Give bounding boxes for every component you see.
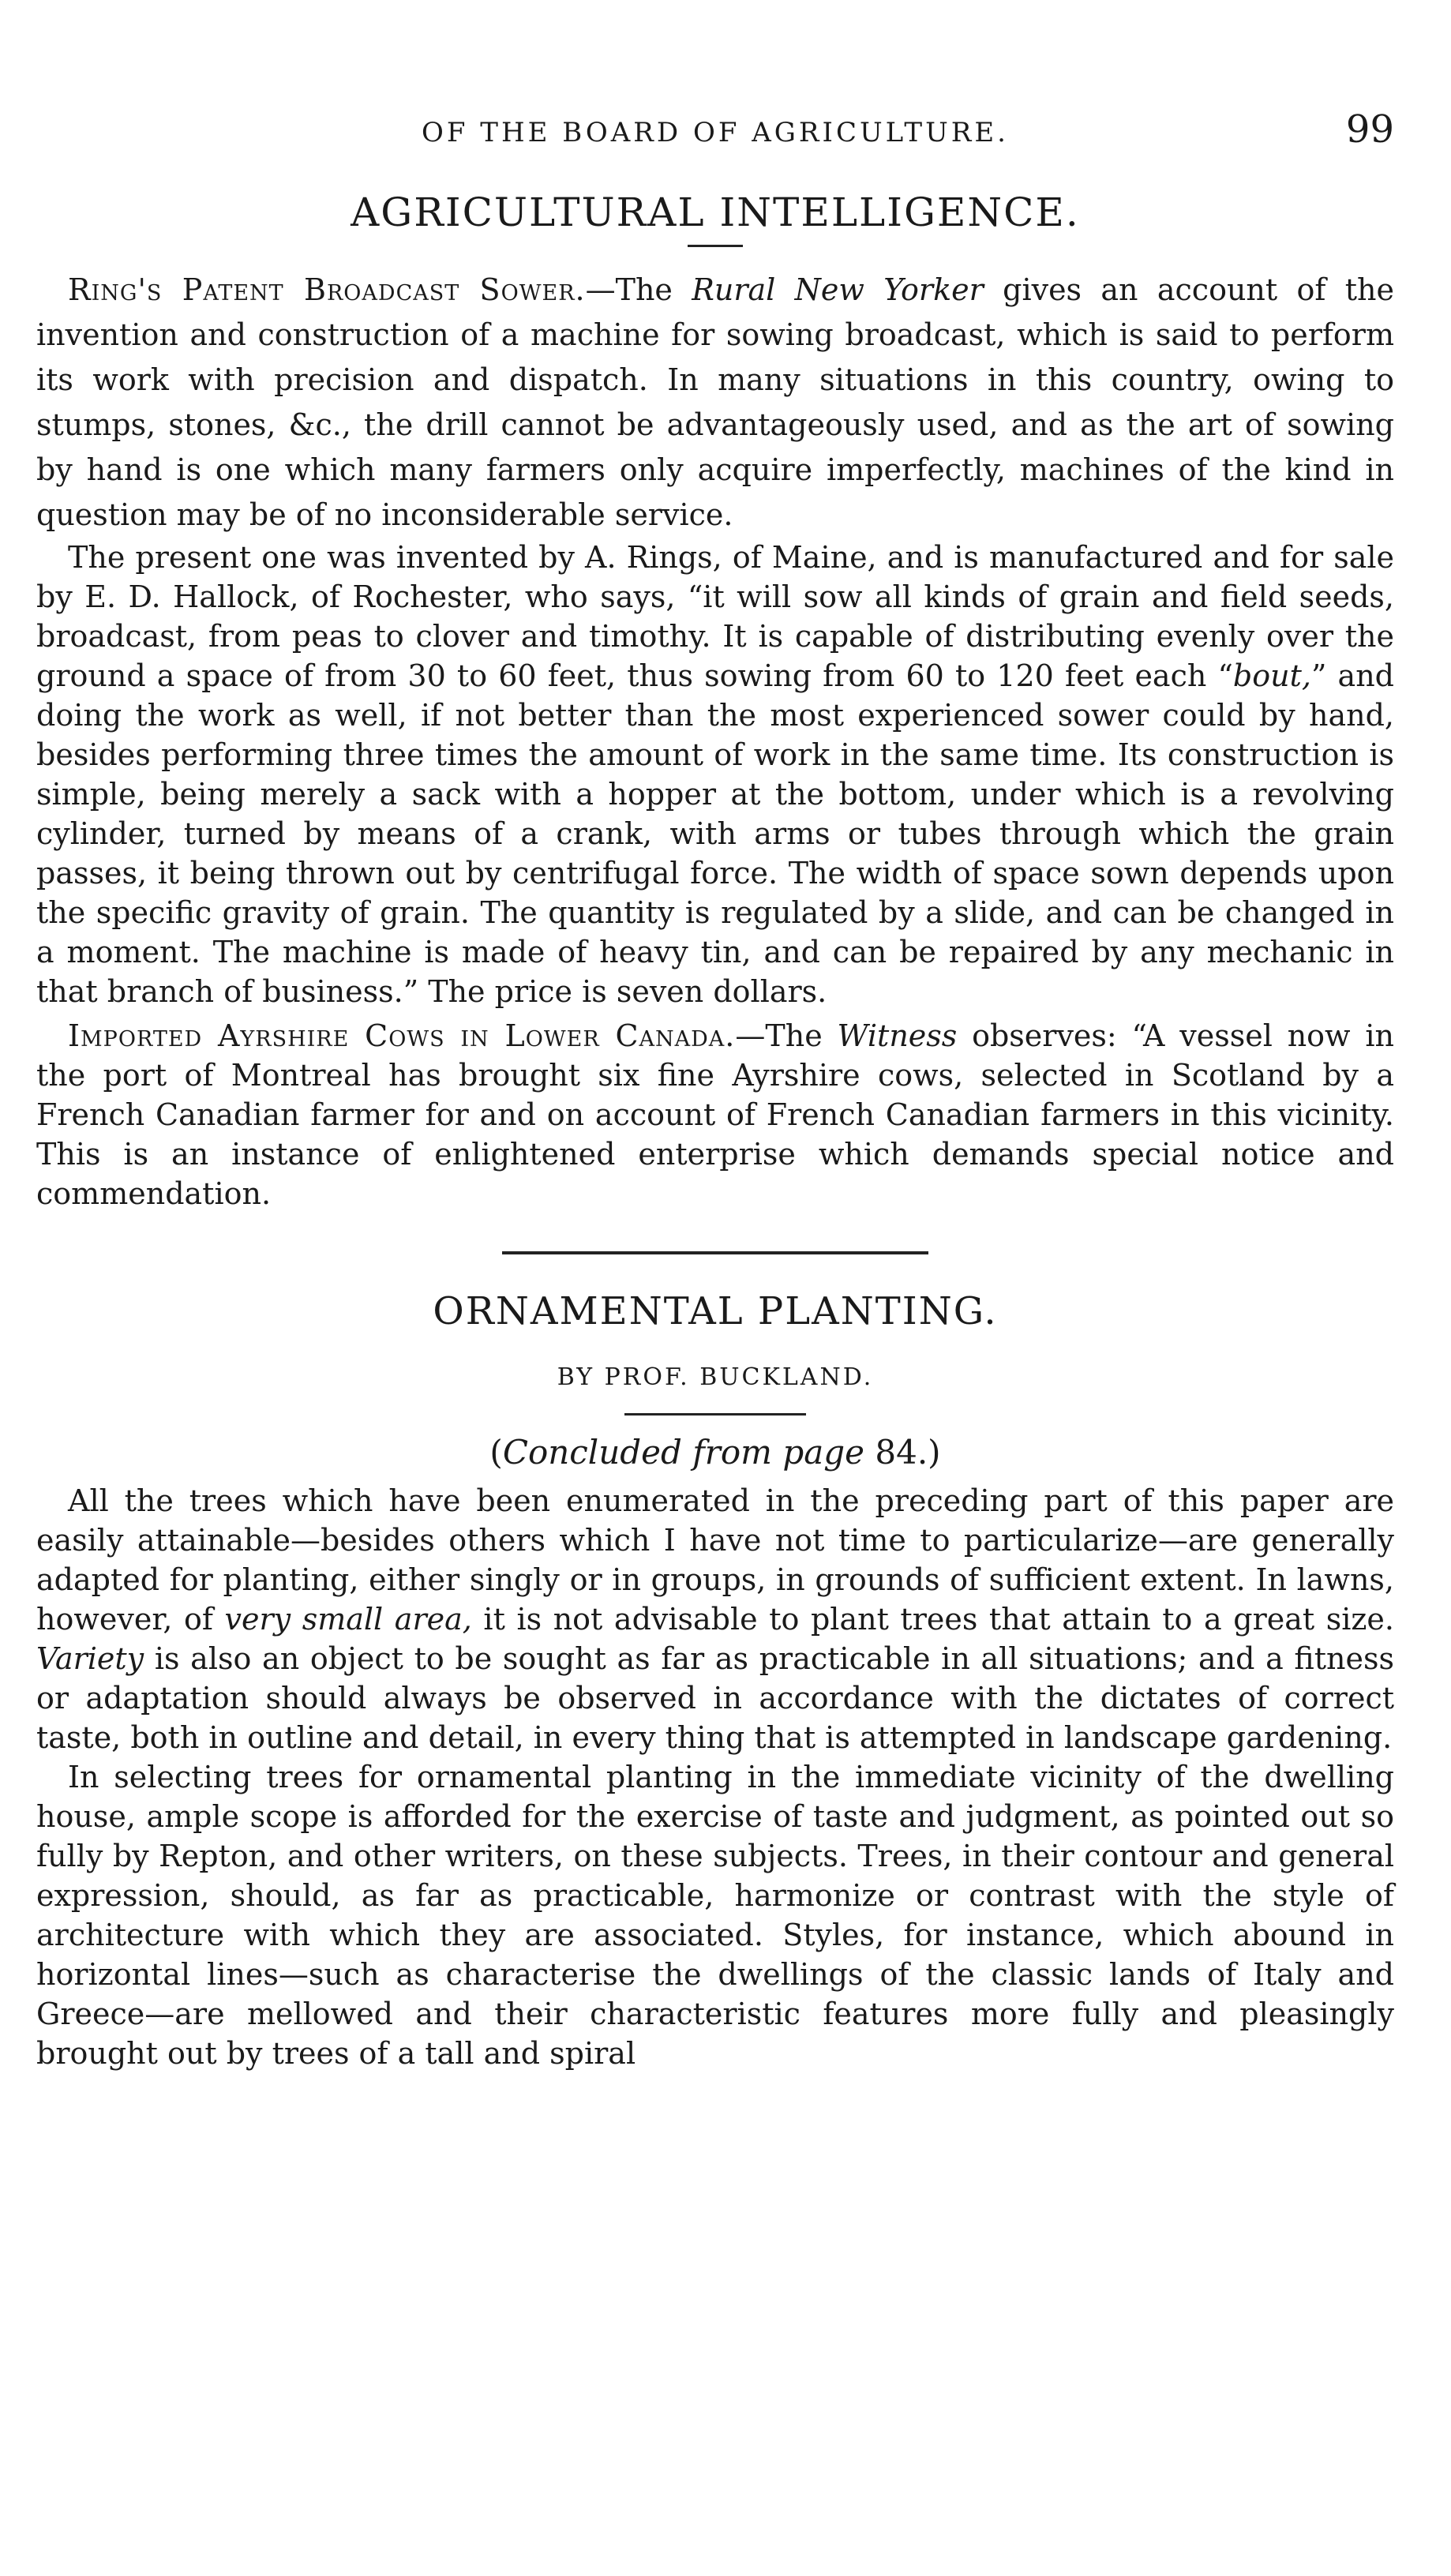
text-run: The present one was invented by A. Rings, of Maine, and is manufactured and for sale by E. D. Hallock, of Rochester, who says, “it will sow all kinds of grain and field seeds, broadcast, from peas to clover and timothy. It is capable of distributing evenly over the ground a space of from 30 to 60 feet, thus sowing from 60 to 120 feet each “: [36, 540, 1394, 693]
article-ayrshire-cows-paragraph: [36, 1016, 1394, 1213]
article-rings-sower-paragraph-2: [36, 538, 1394, 1011]
emphasis-variety: Variety: [36, 1641, 144, 1676]
running-title: OF THE BOARD OF AGRICULTURE.: [422, 117, 1009, 148]
emphasis-bout: bout,: [1232, 658, 1311, 693]
continuation-note: [36, 1433, 1394, 1472]
text-run: (: [489, 1433, 503, 1472]
section-divider: [502, 1251, 928, 1254]
publication-name: Witness: [837, 1018, 958, 1053]
text-run: observes: “A vessel now in the port of Montreal has brought six fine Ayrshire cows, selected in Scotland by a French Canadian farmer for and on account of French Canadian farmers in this vicinity. This is an instance of enlightened enterprise which demands special notice and commendation.: [36, 1018, 1395, 1211]
publication-name: Rural New Yorker: [692, 272, 984, 307]
text-run: is also an object to be sought as far as practicable in all situations; and a fitness or adaptation should always be observed in accordance with the dictates of correct taste, both in outline and detail, in every thing that is attempted in landscape gardening.: [36, 1641, 1394, 1755]
section-title-agricultural-intelligence: AGRICULTURAL INTELLIGENCE.: [351, 189, 1080, 235]
emphasis-very-small-area: very small area,: [224, 1602, 472, 1637]
text-run: All the trees which have been enumerated in the preceding part of this paper are easily attainable—besides others which I have not time to particularize—are generally adapted for planting, either singly or in groups, in grounds of sufficient extent. In lawns, however, of: [36, 1483, 1394, 1637]
byline: BY PROF. BUCKLAND.: [557, 1363, 874, 1391]
continuation-note-page: 84.): [864, 1433, 941, 1472]
ornamental-planting-paragraph-2: In selecting trees for ornamental planting in the immediate vicinity of the dwelling house, ample scope is afforded for the exercise of taste and judgment, as pointed out so fully by Repton, and other writers, on these subjects. Trees, in their contour and general expression, should, as far as practicable, harmonize or contrast with the style of architecture with which they are associated. Styles, for instance, which abound in horizontal lines—such as characterise the dwellings of the classic lands of Italy and Greece—are mellowed and their characteristic features more fully and pleasingly brought out by trees of a tall and spiral: [36, 1760, 1394, 2071]
ornamental-planting-paragraph-1: [36, 1481, 1394, 1757]
section-title-ornamental-planting: ORNAMENTAL PLANTING.: [433, 1289, 998, 1333]
text-run: gives an account of the invention and construction of a machine for sowing broadcast, which is said to perform its work with precision and dispatch. In many situations in this country, owing to stumps, stones, &c., the drill cannot be advantageously used, and as the art of sowing by hand is one which many farmers only acquire imperfectly, machines of the kind in question may be of no inconsiderable service.: [36, 272, 1395, 532]
byline-rule: [624, 1413, 806, 1415]
text-run: it is not advisable to plant trees that attain to a great size.: [471, 1602, 1394, 1637]
title-ornament-rule: [688, 245, 743, 247]
page-number: 99: [1345, 107, 1394, 152]
text-run: ” and doing the work as well, if not better than the most experienced sower could by hand, besides performing three times the amount of work in the same time. Its construction is simple, being merely a sack with a hopper at the bottom, under which is a revolving cylinder, turned by means of a crank, with arms or tubes through which the grain passes, it being thrown out by centrifugal force. The width of space sown depends upon the specific gravity of grain. The quantity is regulated by a slide, and can be changed in a moment. The machine is made of heavy tin, and can be repaired by any mechanic in that branch of business.” The price is seven dollars.: [36, 658, 1394, 1009]
text-run: —The: [585, 272, 692, 307]
article-rings-sower-paragraph-1: [36, 268, 1394, 538]
document-page: [36, 103, 1394, 2073]
running-header: [36, 103, 1394, 174]
text-run: —The: [735, 1018, 838, 1053]
continuation-note-text: Concluded from page: [502, 1433, 865, 1472]
article-heading-ayrshire-cows: Imported Ayrshire Cows in Lower Canada.: [68, 1018, 736, 1053]
article-heading-rings-sower: Ring's Patent Broadcast Sower.: [68, 272, 586, 307]
